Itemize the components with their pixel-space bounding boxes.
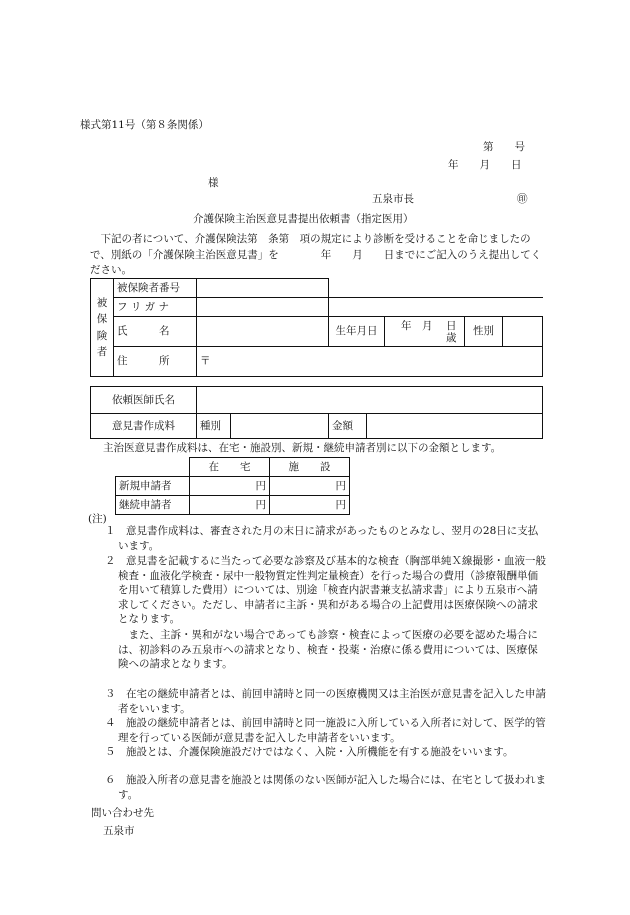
fee-continuing-facility: 円 (270, 496, 350, 515)
age-unit: 歳 (446, 332, 457, 344)
note-number: ２ (105, 555, 116, 567)
fee-header-home: 在 宅 (190, 458, 270, 477)
furigana-label: フ リ ガ ナ (114, 298, 197, 317)
issue-date: 年 月 日 (448, 159, 522, 171)
spacer (329, 279, 543, 298)
fee-table-corner (116, 458, 190, 477)
birth-label: 生年月日 (329, 317, 385, 347)
seal-mark: ㊞ (517, 193, 528, 205)
spacer (329, 298, 543, 317)
note-5: 施設とは、介護保険施設だけではなく、入院・入所機能を有する施設をいいます。 (126, 746, 514, 758)
postal-mark: 〒 (200, 355, 211, 368)
insured-number-label: 被保険者番号 (114, 279, 197, 298)
name-label: 氏 名 (114, 317, 197, 347)
note-number: ６ (105, 774, 116, 786)
doctor-table (90, 386, 543, 439)
address-field[interactable] (197, 347, 543, 377)
fee-new-facility: 円 (270, 477, 350, 496)
fee-amount-label: 金額 (329, 414, 367, 439)
note-2: 意見書を記載するに当たって必要な診察及び基本的な検査（胸部単純Ｘ線撮影・血液一般検査・血液化学検査・尿中一般物質定性判定量検査）を行った場合の費用（診療報酬単価を用いて積算した費用）については、別途「検査内訳書兼支払請求書」により五泉市へ請求してください。ただし、申請者に主訴・異和がある場合の上記費用は医療保険への請求となります。 (118, 555, 546, 626)
note-3: 在宅の継続申請者とは、前回申請時と同一の医療機関又は主治医が意見書を記入した申請者をいいます。 (118, 688, 546, 715)
fee-row-continuing-label: 継続申請者 (116, 496, 190, 515)
note-number: ５ (105, 746, 116, 758)
note-2-continued: また、主訴・異和がない場合であっても診察・検査によって医療の必要を認めた場合には、初診料のみ五泉市への請求となり、検査・投薬・治療に係る費用については、医療保険への請求となります。 (118, 629, 538, 671)
note-4: 施設の継続申請者とは、前回申請時と同一施設に入所している入所者に対して、医学的管理を行っている医師が意見書を記入した申請者をいいます。 (118, 717, 546, 744)
document-title: 介護保険主治医意見書提出依頼書（指定医用） (193, 213, 414, 225)
furigana-field[interactable] (197, 298, 329, 317)
note-number: ３ (105, 688, 116, 700)
fee-type-label: 種別 (197, 414, 231, 439)
notes-heading: (注) (88, 513, 107, 525)
insured-section-label: 被保険者 (91, 279, 114, 377)
contact-city: 五泉市 (103, 825, 135, 837)
intro-paragraph: 下記の者について、介護保険法第 条第 項の規定により診断を受けることを命じましたので、別紙の「介護保険主治医意見書」を 年 月 日までにご記入のうえ提出してください。 (90, 233, 542, 276)
fee-label: 意見書作成料 (91, 414, 197, 439)
fee-intro: 主治医意見書作成料は、在宅・施設別、新規・継続申請者別に以下の金額とします。 (103, 442, 502, 454)
fee-continuing-home: 円 (190, 496, 270, 515)
note-number: １ (105, 525, 116, 537)
birth-field[interactable] (385, 317, 465, 347)
contact-label: 問い合わせ先 (91, 807, 154, 819)
name-field[interactable] (197, 317, 329, 347)
sex-field[interactable] (503, 317, 543, 347)
fee-table (115, 457, 350, 515)
address-label: 住 所 (114, 347, 197, 377)
insured-number-field[interactable] (197, 279, 329, 298)
fee-header-facility: 施 設 (270, 458, 350, 477)
addressee-suffix: 様 (208, 177, 219, 189)
birth-year-month: 年 月 (401, 320, 433, 332)
fee-type-field[interactable] (231, 414, 329, 439)
form-number: 様式第11号（第８条関係） (80, 119, 209, 131)
doctor-name-label: 依頼医師氏名 (91, 387, 197, 414)
fee-amount-field[interactable] (367, 414, 543, 439)
fee-new-home: 円 (190, 477, 270, 496)
note-6: 施設入所者の意見書を施設とは関係のない医師が記入した場合には、在宅として扱われます。 (118, 774, 546, 801)
note-1: 意見書作成料は、審査された月の末日に請求があったものとみなし、翌月の28日に支払います。 (118, 525, 539, 552)
sex-label: 性別 (465, 317, 503, 347)
insured-table (90, 278, 543, 377)
note-number: ４ (105, 717, 116, 729)
doctor-name-field[interactable] (197, 387, 543, 414)
fee-row-new-label: 新規申請者 (116, 477, 190, 496)
birth-day: 日 (446, 320, 457, 332)
document-number: 第 号 (483, 141, 525, 153)
issuer-name: 五泉市長 (372, 193, 414, 205)
